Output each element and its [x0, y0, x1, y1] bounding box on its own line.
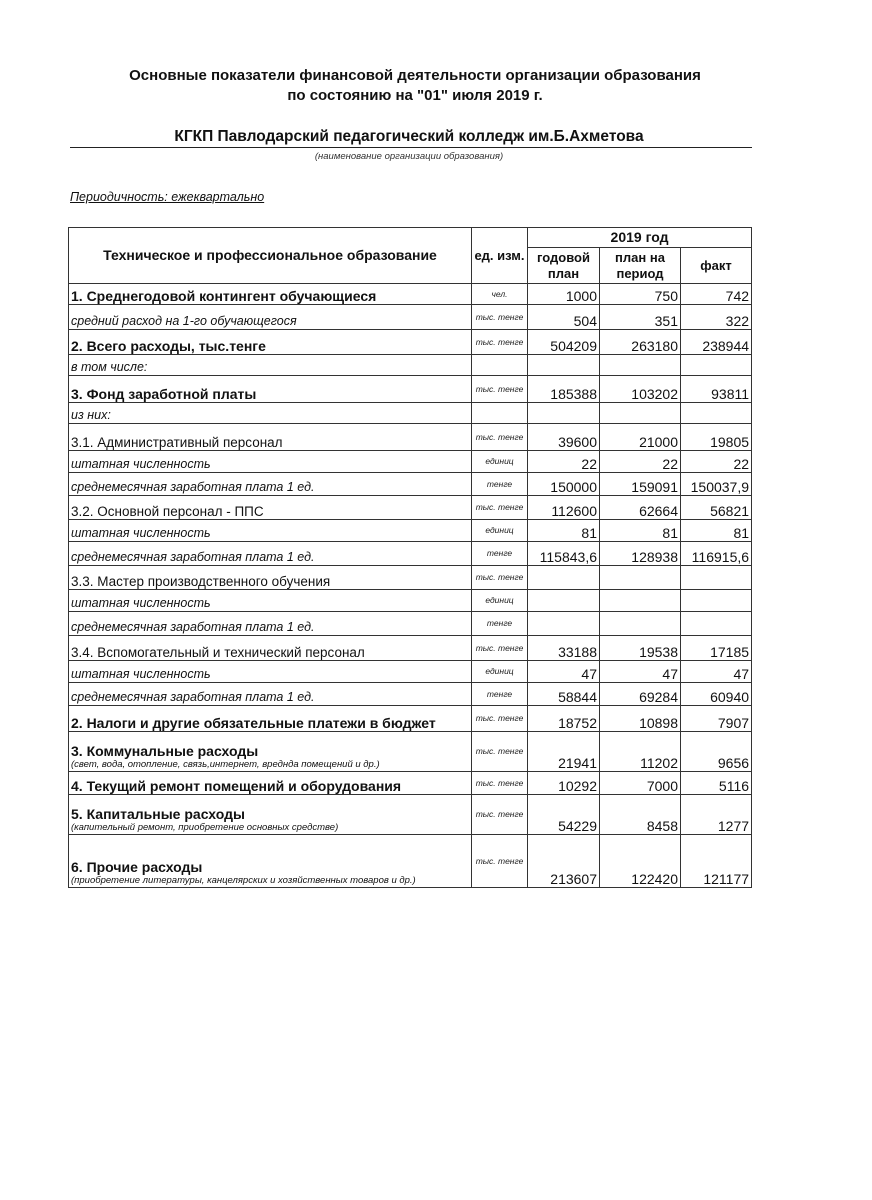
table-row — [69, 612, 752, 636]
row-unit: тыс. тенге — [472, 732, 528, 772]
organization-underline — [70, 147, 752, 148]
cell-annual: 54229 — [528, 795, 600, 835]
cell-annual: 33188 — [528, 636, 600, 661]
cell-period: 22 — [600, 451, 681, 473]
row-label-text: 3.2. Основной персонал - ППС — [71, 504, 264, 519]
cell-period: 10898 — [600, 706, 681, 732]
cell-period: 103202 — [600, 376, 681, 403]
row-label-text: 3. Коммунальные расходы — [71, 743, 259, 759]
row-label — [69, 772, 472, 795]
row-label — [69, 636, 472, 661]
row-label-text: штатная численность — [71, 596, 211, 610]
cell-fact — [681, 566, 752, 590]
row-sublabel: (свет, вода, отопление, связь,интернет, вреднда помещений и др.) — [71, 759, 380, 770]
cell-annual: 81 — [528, 520, 600, 542]
cell-period: 47 — [600, 661, 681, 683]
row-label — [69, 330, 472, 355]
row-label — [69, 542, 472, 566]
table-row — [69, 683, 752, 706]
row-unit: тыс. тенге — [472, 772, 528, 795]
cell-annual: 58844 — [528, 683, 600, 706]
table-row — [69, 732, 752, 772]
row-unit: тыс. тенге — [472, 636, 528, 661]
cell-annual: 47 — [528, 661, 600, 683]
table-row — [69, 795, 752, 835]
title-line-1: Основные показатели финансовой деятельности организации образования — [129, 67, 701, 84]
cell-period: 21000 — [600, 424, 681, 451]
organization-caption: (наименование организации образования) — [314, 151, 504, 162]
cell-period — [600, 566, 681, 590]
document-title — [0, 66, 830, 106]
row-label — [69, 520, 472, 542]
title-line-2: по состоянию на "01" июля 2019 г. — [287, 87, 543, 104]
cell-annual: 18752 — [528, 706, 600, 732]
cell-annual: 10292 — [528, 772, 600, 795]
row-unit: тыс. тенге — [472, 424, 528, 451]
row-label — [69, 305, 472, 330]
row-unit: тыс. тенге — [472, 330, 528, 355]
row-label — [69, 732, 472, 772]
cell-fact: 93811 — [681, 376, 752, 403]
row-label — [69, 683, 472, 706]
cell-period: 19538 — [600, 636, 681, 661]
cell-annual: 39600 — [528, 424, 600, 451]
cell-annual — [528, 403, 600, 424]
row-unit: тыс. тенге — [472, 496, 528, 520]
table-row — [69, 661, 752, 683]
row-unit: тыс. тенге — [472, 376, 528, 403]
row-label — [69, 590, 472, 612]
row-label-text: 3.1. Административный персонал — [71, 435, 283, 450]
cell-period: 159091 — [600, 473, 681, 496]
row-label-text: 4. Текущий ремонт помещений и оборудования — [71, 778, 402, 794]
table-body — [69, 284, 752, 888]
row-label — [69, 376, 472, 403]
row-label-text: 2. Налоги и другие обязательные платежи в бюджет — [71, 715, 436, 731]
cell-period: 62664 — [600, 496, 681, 520]
row-label-text: 5. Капитальные расходы — [71, 806, 245, 822]
table-head-row-1 — [69, 228, 752, 248]
table-row — [69, 403, 752, 424]
row-label — [69, 473, 472, 496]
table-row — [69, 355, 752, 376]
cell-fact — [681, 355, 752, 376]
row-label — [69, 284, 472, 305]
row-unit: тыс. тенге — [472, 706, 528, 732]
cell-annual — [528, 355, 600, 376]
row-unit — [472, 403, 528, 424]
cell-fact: 742 — [681, 284, 752, 305]
row-label-text: средний расход на 1-го обучающегося — [71, 314, 297, 328]
cell-period — [600, 355, 681, 376]
cell-annual: 112600 — [528, 496, 600, 520]
row-label-text: среднемесячная заработная плата 1 ед. — [71, 620, 315, 634]
cell-fact — [681, 403, 752, 424]
cell-fact: 60940 — [681, 683, 752, 706]
row-label-text: из них: — [71, 408, 111, 422]
header-fact: факт — [681, 248, 752, 284]
row-unit: тыс. тенге — [472, 566, 528, 590]
cell-annual: 185388 — [528, 376, 600, 403]
header-year: 2019 год — [528, 228, 752, 248]
row-unit: тенге — [472, 683, 528, 706]
row-label-text: 6. Прочие расходы — [71, 859, 203, 875]
table-row — [69, 590, 752, 612]
row-unit: единиц — [472, 661, 528, 683]
cell-period: 8458 — [600, 795, 681, 835]
row-unit — [472, 355, 528, 376]
table-row — [69, 566, 752, 590]
table-row — [69, 451, 752, 473]
row-sublabel: (приобретение литературы, канцелярских и хозяйственных товаров и др.) — [71, 875, 416, 886]
cell-annual: 115843,6 — [528, 542, 600, 566]
row-unit: единиц — [472, 451, 528, 473]
row-label — [69, 706, 472, 732]
cell-fact: 19805 — [681, 424, 752, 451]
table-row — [69, 424, 752, 451]
row-label-text: штатная численность — [71, 526, 211, 540]
cell-fact: 322 — [681, 305, 752, 330]
header-section: Техническое и профессиональное образование — [69, 228, 472, 284]
cell-period: 11202 — [600, 732, 681, 772]
row-label — [69, 355, 472, 376]
header-annual-plan: годовой план — [528, 248, 600, 284]
row-label-text: 1. Среднегодовой контингент обучающиеся — [71, 288, 377, 304]
cell-annual: 504209 — [528, 330, 600, 355]
header-unit: ед. изм. — [472, 228, 528, 284]
periodicity-label: Периодичность: ежеквартально — [70, 190, 265, 204]
table-row — [69, 636, 752, 661]
table-row — [69, 706, 752, 732]
row-label — [69, 612, 472, 636]
table-row — [69, 542, 752, 566]
row-unit: тенге — [472, 612, 528, 636]
cell-period: 122420 — [600, 835, 681, 888]
row-label — [69, 566, 472, 590]
cell-period: 750 — [600, 284, 681, 305]
cell-period: 263180 — [600, 330, 681, 355]
cell-fact: 121177 — [681, 835, 752, 888]
cell-fact: 5116 — [681, 772, 752, 795]
table-row — [69, 772, 752, 795]
table-row — [69, 330, 752, 355]
row-label-text: штатная численность — [71, 457, 211, 471]
row-unit: единиц — [472, 590, 528, 612]
table-row — [69, 473, 752, 496]
table-row — [69, 305, 752, 330]
row-label-text: 3.4. Вспомогательный и технический персонал — [71, 645, 365, 660]
row-label-text: 3.3. Мастер производственного обучения — [71, 574, 331, 589]
row-unit: единиц — [472, 520, 528, 542]
cell-period: 69284 — [600, 683, 681, 706]
table-row — [69, 496, 752, 520]
cell-annual: 21941 — [528, 732, 600, 772]
cell-period: 7000 — [600, 772, 681, 795]
cell-fact — [681, 612, 752, 636]
indicators-table — [68, 227, 752, 888]
cell-fact: 7907 — [681, 706, 752, 732]
organization-name: КГКП Павлодарский педагогический колледж им.Б.Ахметова — [174, 128, 644, 145]
row-label — [69, 451, 472, 473]
cell-annual: 1000 — [528, 284, 600, 305]
row-unit: тенге — [472, 542, 528, 566]
row-unit: тыс. тенге — [472, 835, 528, 888]
cell-fact: 1277 — [681, 795, 752, 835]
row-label — [69, 496, 472, 520]
header-period-plan: план на период — [600, 248, 681, 284]
row-unit: тыс. тенге — [472, 305, 528, 330]
cell-fact: 238944 — [681, 330, 752, 355]
cell-fact: 22 — [681, 451, 752, 473]
cell-period: 81 — [600, 520, 681, 542]
cell-fact: 9656 — [681, 732, 752, 772]
cell-period — [600, 403, 681, 424]
row-label-text: 3. Фонд заработной платы — [71, 386, 257, 402]
cell-fact: 150037,9 — [681, 473, 752, 496]
cell-annual — [528, 612, 600, 636]
row-label — [69, 835, 472, 888]
cell-fact: 81 — [681, 520, 752, 542]
row-label-text: в том числе: — [71, 360, 148, 374]
cell-annual — [528, 590, 600, 612]
row-label-text: 2. Всего расходы, тыс.тенге — [71, 338, 266, 354]
table-row — [69, 284, 752, 305]
cell-annual: 504 — [528, 305, 600, 330]
row-label-text: штатная численность — [71, 667, 211, 681]
cell-period: 351 — [600, 305, 681, 330]
row-label — [69, 424, 472, 451]
cell-fact: 17185 — [681, 636, 752, 661]
cell-fact: 56821 — [681, 496, 752, 520]
row-sublabel: (капительный ремонт, приобретение основных средстве) — [71, 822, 339, 833]
cell-annual: 213607 — [528, 835, 600, 888]
row-label-text: среднемесячная заработная плата 1 ед. — [71, 550, 315, 564]
row-label-text: среднемесячная заработная плата 1 ед. — [71, 480, 315, 494]
cell-period — [600, 590, 681, 612]
row-label — [69, 661, 472, 683]
cell-annual — [528, 566, 600, 590]
row-label — [69, 403, 472, 424]
cell-annual: 150000 — [528, 473, 600, 496]
table-row — [69, 376, 752, 403]
cell-period: 128938 — [600, 542, 681, 566]
cell-fact: 47 — [681, 661, 752, 683]
row-label — [69, 795, 472, 835]
table-row — [69, 835, 752, 888]
row-unit: тыс. тенге — [472, 795, 528, 835]
table-row — [69, 520, 752, 542]
cell-period — [600, 612, 681, 636]
cell-fact — [681, 590, 752, 612]
row-unit: тенге — [472, 473, 528, 496]
row-unit: чел. — [472, 284, 528, 305]
row-label-text: среднемесячная заработная плата 1 ед. — [71, 690, 315, 704]
cell-fact: 116915,6 — [681, 542, 752, 566]
cell-annual: 22 — [528, 451, 600, 473]
